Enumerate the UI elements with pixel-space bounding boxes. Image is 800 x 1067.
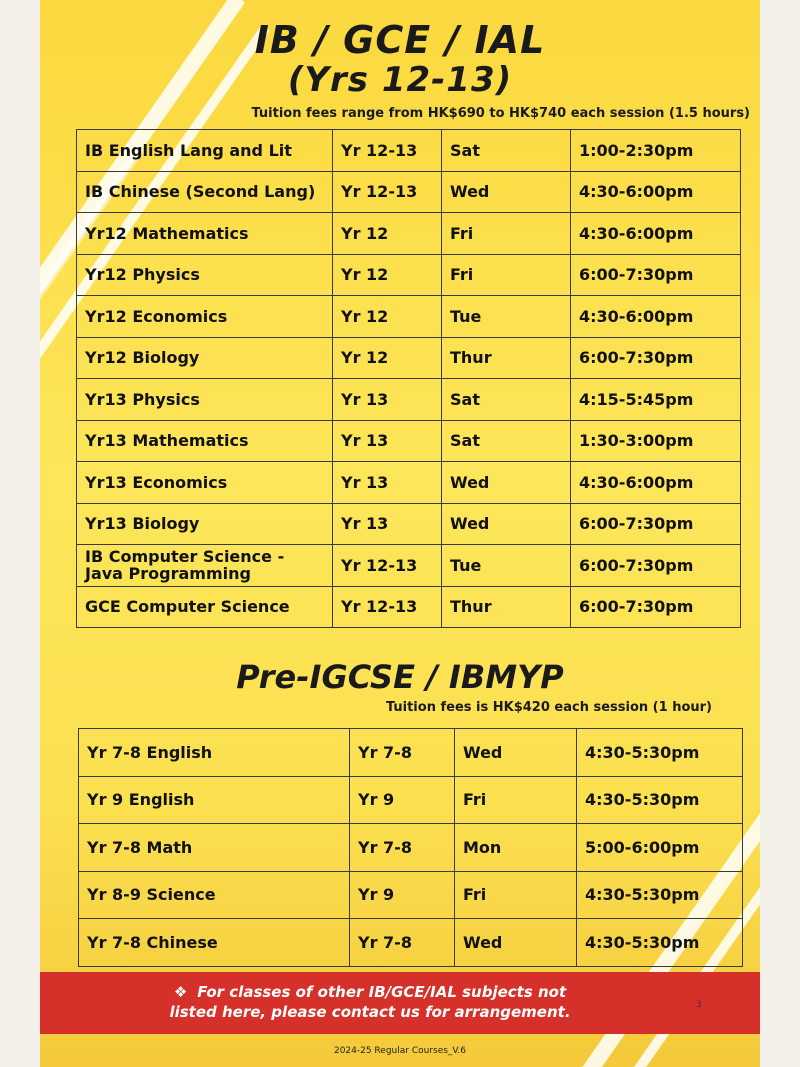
cell-time: 4:30-5:30pm [577, 919, 743, 967]
cell-year: Yr 12 [333, 254, 442, 296]
section1-title: IB / GCE / IAL [254, 18, 546, 62]
cell-time: 6:00-7:30pm [571, 545, 741, 587]
cell-year: Yr 13 [333, 379, 442, 421]
cell-time: 6:00-7:30pm [571, 503, 741, 545]
cell-day: Fri [442, 254, 571, 296]
section1-fee-note: Tuition fees range from HK$690 to HK$740 each session (1.5 hours) [251, 106, 750, 121]
cell-course: Yr12 Mathematics [77, 213, 333, 255]
cell-course: Yr 8-9 Science [79, 871, 350, 919]
cell-course: Yr13 Physics [77, 379, 333, 421]
cell-year: Yr 9 [350, 871, 455, 919]
cell-course: Yr 7-8 Math [79, 824, 350, 872]
senior-course-rows [77, 130, 741, 628]
page-number: 3 [696, 1000, 702, 1010]
cell-course: Yr 9 English [79, 776, 350, 824]
cell-time: 4:30-5:30pm [577, 729, 743, 777]
cell-time: 4:30-6:00pm [571, 213, 741, 255]
diamond-bullet-icon: ❖ [173, 983, 188, 1001]
cell-day: Wed [442, 171, 571, 213]
contact-banner [40, 972, 760, 1034]
cell-day: Fri [442, 213, 571, 255]
cell-year: Yr 13 [333, 462, 442, 504]
cell-day: Mon [455, 824, 577, 872]
cell-course: Yr12 Physics [77, 254, 333, 296]
cell-day: Wed [442, 462, 571, 504]
cell-time: 4:30-6:00pm [571, 462, 741, 504]
cell-time: 1:30-3:00pm [571, 420, 741, 462]
cell-time: 6:00-7:30pm [571, 254, 741, 296]
cell-course: IB Computer Science - Java Programming [77, 545, 333, 587]
table-row [77, 171, 741, 213]
cell-year: Yr 13 [333, 420, 442, 462]
table-row [77, 213, 741, 255]
cell-year: Yr 13 [333, 503, 442, 545]
table-row [79, 776, 743, 824]
cell-year: Yr 12 [333, 296, 442, 338]
cell-course: Yr13 Biology [77, 503, 333, 545]
cell-time: 5:00-6:00pm [577, 824, 743, 872]
cell-day: Wed [455, 729, 577, 777]
section2-title: Pre-IGCSE / IBMYP [236, 658, 564, 696]
cell-year: Yr 12-13 [333, 171, 442, 213]
table-row [77, 337, 741, 379]
cell-year: Yr 12-13 [333, 545, 442, 587]
cell-time: 6:00-7:30pm [571, 586, 741, 628]
cell-time: 4:30-6:00pm [571, 171, 741, 213]
table-row [79, 729, 743, 777]
cell-day: Fri [455, 871, 577, 919]
cell-time: 4:30-6:00pm [571, 296, 741, 338]
cell-course: GCE Computer Science [77, 586, 333, 628]
table-row [79, 919, 743, 967]
section1-subtitle: (Yrs 12-13) [287, 60, 513, 100]
cell-course: Yr 7-8 Chinese [79, 919, 350, 967]
cell-year: Yr 7-8 [350, 824, 455, 872]
cell-course: Yr12 Economics [77, 296, 333, 338]
section2-fee-note: Tuition fees is HK$420 each session (1 hour) [385, 700, 712, 715]
cell-year: Yr 12 [333, 337, 442, 379]
junior-course-rows [79, 729, 743, 967]
cell-year: Yr 9 [350, 776, 455, 824]
cell-day: Thur [442, 586, 571, 628]
cell-day: Sat [442, 420, 571, 462]
cell-time: 4:30-5:30pm [577, 871, 743, 919]
cell-course: Yr13 Economics [77, 462, 333, 504]
table-row [77, 545, 741, 587]
cell-course: Yr 7-8 English [79, 729, 350, 777]
cell-day: Sat [442, 130, 571, 172]
junior-course-table [78, 728, 743, 967]
cell-day: Sat [442, 379, 571, 421]
banner-line-1: For classes of other IB/GCE/IAL subjects not [197, 983, 567, 1001]
cell-year: Yr 7-8 [350, 729, 455, 777]
table-row [77, 420, 741, 462]
table-row [77, 254, 741, 296]
cell-year: Yr 12 [333, 213, 442, 255]
table-row [77, 586, 741, 628]
cell-course: IB Chinese (Second Lang) [77, 171, 333, 213]
banner-line-2: listed here, please contact us for arrangement. [169, 1003, 571, 1021]
cell-year: Yr 12-13 [333, 130, 442, 172]
table-row [77, 503, 741, 545]
cell-day: Thur [442, 337, 571, 379]
table-row [77, 296, 741, 338]
table-row [79, 871, 743, 919]
cell-course: IB English Lang and Lit [77, 130, 333, 172]
senior-course-table [76, 129, 741, 628]
table-row [77, 379, 741, 421]
footer-version: 2024-25 Regular Courses_V.6 [333, 1046, 467, 1056]
cell-time: 4:30-5:30pm [577, 776, 743, 824]
table-row [77, 462, 741, 504]
cell-year: Yr 12-13 [333, 586, 442, 628]
cell-year: Yr 7-8 [350, 919, 455, 967]
table-row [79, 824, 743, 872]
cell-day: Tue [442, 545, 571, 587]
cell-day: Wed [442, 503, 571, 545]
banner-text [80, 982, 660, 1022]
cell-course: Yr13 Mathematics [77, 420, 333, 462]
cell-day: Wed [455, 919, 577, 967]
cell-day: Fri [455, 776, 577, 824]
cell-course: Yr12 Biology [77, 337, 333, 379]
cell-time: 1:00-2:30pm [571, 130, 741, 172]
table-row [77, 130, 741, 172]
cell-time: 4:15-5:45pm [571, 379, 741, 421]
course-flyer [40, 0, 760, 1067]
cell-time: 6:00-7:30pm [571, 337, 741, 379]
cell-day: Tue [442, 296, 571, 338]
